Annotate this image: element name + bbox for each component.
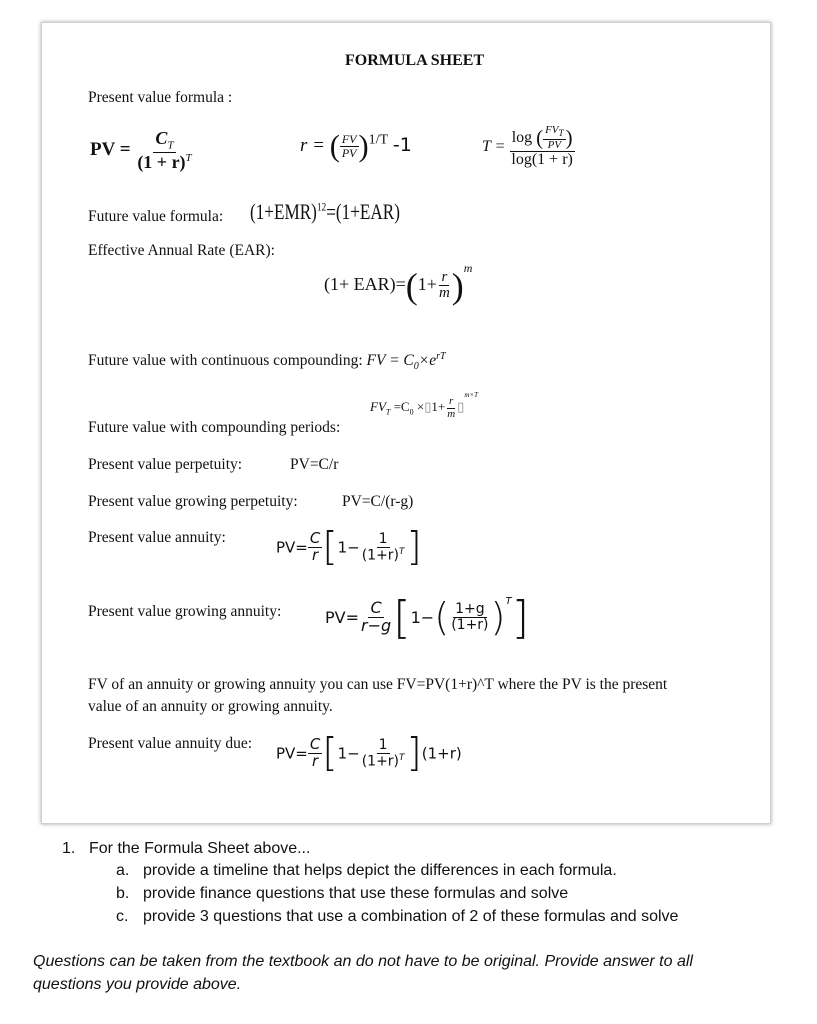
- question-item-c-letter: c.: [116, 908, 129, 925]
- periods-formula: $FV_T =C_0$ ×▯1+ $\frac{r}{m}$ ▯$^{m\times T}$: [370, 391, 478, 420]
- growing-annuity-formula: PV= $\frac{C}{r-g}$ [1−( $\frac{1+g}{(1+r)}$ )$^T$]: [325, 591, 530, 644]
- question-number: 1.: [62, 840, 76, 857]
- perpetuity-formula: PV=C/r: [290, 456, 339, 473]
- future-value-formula: $(1+EMR)^{12}=(1+EAR)$: [250, 199, 400, 224]
- question-intro: For the Formula Sheet above...: [89, 840, 311, 857]
- annuity-due-label: Present value annuity due:: [88, 735, 252, 752]
- periods-label: Future value with compounding periods:: [88, 419, 341, 436]
- continuous-compounding-label: Future value with continuous compounding: FV = $C_0\times e^{rT}$: [88, 351, 446, 373]
- ear-formula: (1+ EAR)=(1+ $\frac{r}{m}$ )$^m$: [324, 261, 473, 306]
- sheet-title: FORMULA SHEET: [345, 52, 485, 69]
- fv-annuity-text: FV of an annuity or growing annuity you can use FV=PV(1+r)^T where the PV is the present: [88, 676, 668, 693]
- annuity-label: Present value annuity:: [88, 529, 226, 546]
- question-item-c: provide 3 questions that use a combination of 2 of these formulas and solve: [143, 908, 679, 925]
- growing-annuity-label: Present value growing annuity:: [88, 603, 282, 620]
- instructions-note-line-2: questions you provide above.: [33, 976, 242, 993]
- question-item-a-letter: a.: [116, 862, 130, 879]
- perpetuity-label: Present value perpetuity:: [88, 456, 243, 473]
- growing-perpetuity-formula: PV=C/(r-g): [342, 493, 414, 510]
- question-item-b: provide finance questions that use these formulas and solve: [143, 885, 569, 902]
- formula-sheet: [41, 22, 771, 824]
- annuity-due-formula: PV= $\frac{C}{r}$ [1− $\frac{1}{(1+r)^T}$ ](1+r): [276, 731, 462, 776]
- annuity-formula: PV= $\frac{C}{r}$ [1− $\frac{1}{(1+r)^T}$ ]: [276, 525, 422, 570]
- question-item-b-letter: b.: [116, 885, 130, 902]
- ear-label: Effective Annual Rate (EAR):: [88, 242, 275, 259]
- t-formula: T = log ( $\frac{FV_T}{PV}$ ) log(1 + r): [482, 124, 573, 169]
- instructions-note-line-1: Questions can be taken from the textbook an do not have to be original. Provide answer to all: [33, 953, 693, 970]
- r-formula: r = ( $\frac{FV}{PV}$ )$^{1/T}$ -1: [300, 129, 412, 163]
- pv-formula: PV = $\frac{C_T}{(1 + r)^T}$: [90, 128, 192, 173]
- present-value-label: Present value formula :: [88, 89, 233, 106]
- growing-perpetuity-label: Present value growing perpetuity:: [88, 493, 298, 510]
- question-item-a: provide a timeline that helps depict the differences in each formula.: [143, 862, 617, 879]
- continuous-formula: FV = $C_0\times e^{rT}$: [366, 351, 446, 373]
- fv-annuity-text-2: value of an annuity or growing annuity.: [88, 698, 333, 715]
- future-value-label: Future value formula:: [88, 208, 224, 225]
